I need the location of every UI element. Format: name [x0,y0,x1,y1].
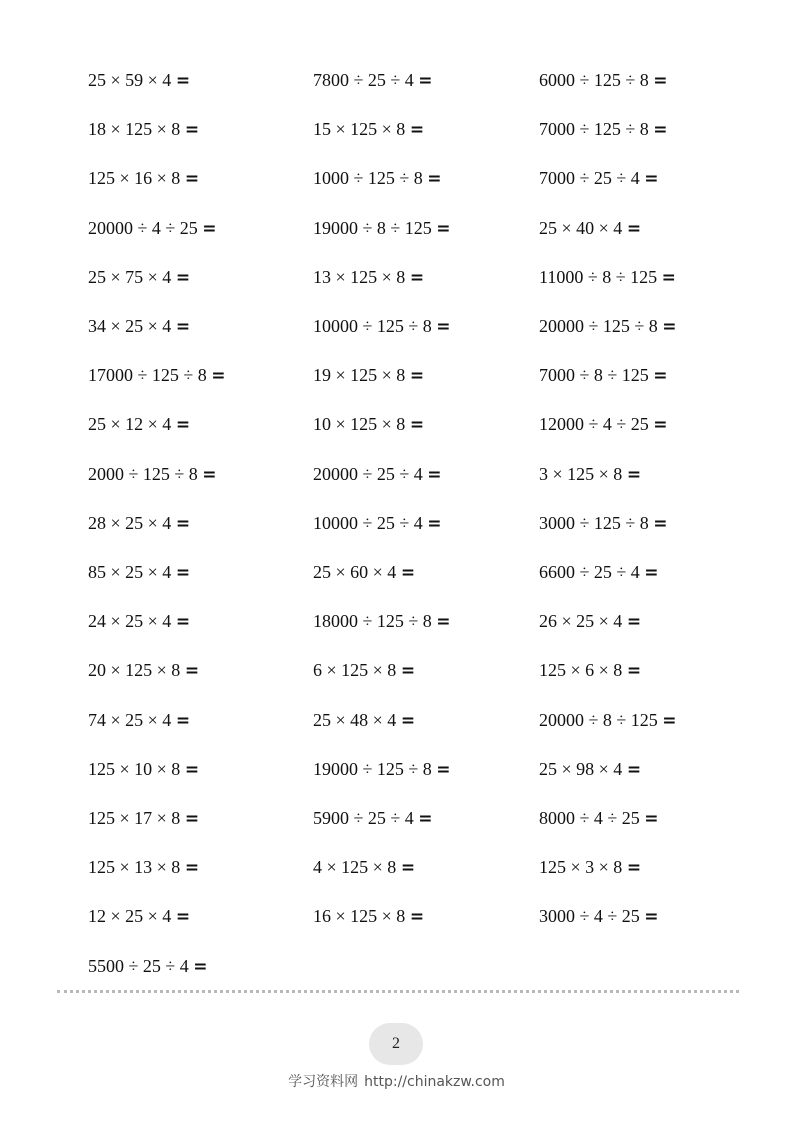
problem-expression: 125 × 17 × 8 [88,808,181,828]
equals-sign: = [175,612,191,633]
problem-expression: 8000 ÷ 4 ÷ 25 [539,808,640,828]
problem-expression: 125 × 3 × 8 [539,857,623,878]
problem-expression: 74 × 25 × 4 [88,709,172,730]
equals-sign: = [409,267,425,288]
math-problem [88,709,190,732]
equals-sign: = [427,513,442,534]
problem-expression: 19000 ÷ 125 ÷ 8 [313,758,432,779]
math-problem [88,413,190,436]
math-problem [539,610,641,633]
equals-sign: = [653,415,668,436]
problem-expression: 7000 ÷ 8 ÷ 125 [539,365,649,386]
equals-sign: = [175,415,191,436]
equals-sign: = [184,120,200,141]
equals-sign: = [400,858,416,879]
math-problem [313,856,415,879]
equals-sign: = [436,612,451,633]
equals-sign: = [184,661,200,682]
math-problem [88,512,190,535]
equals-sign: = [184,858,200,879]
equals-sign: = [175,71,191,91]
problem-expression: 125 × 16 × 8 [88,168,181,189]
math-problem [88,364,226,387]
math-problem [313,905,424,928]
math-problem [313,807,433,830]
problem-expression: 12000 ÷ 4 ÷ 25 [539,414,649,435]
problem-expression: 34 × 25 × 4 [88,316,172,336]
math-problem [313,463,442,486]
math-problem [539,217,641,240]
equals-sign: = [644,563,659,583]
footer-site-name: 学习资料网 [288,1074,359,1090]
problem-expression: 17000 ÷ 125 ÷ 8 [88,365,207,386]
equals-sign: = [400,661,416,682]
math-problem [313,659,415,682]
equals-sign: = [626,218,642,239]
problem-expression: 11000 ÷ 8 ÷ 125 [539,266,658,287]
math-problem [539,561,659,584]
math-problem [88,266,190,289]
problem-expression: 28 × 25 × 4 [88,512,172,533]
problem-expression: 7000 ÷ 125 ÷ 8 [539,119,649,140]
problem-expression: 4 × 125 × 8 [313,857,397,878]
equals-sign: = [400,710,416,731]
problem-expression: 20000 ÷ 4 ÷ 25 [88,217,198,238]
footer [0,1071,793,1091]
problem-expression: 20000 ÷ 125 ÷ 8 [539,316,658,336]
equals-sign: = [427,169,442,190]
math-problem [539,512,668,535]
problem-expression: 19 × 125 × 8 [313,365,406,386]
problem-expression: 15 × 125 × 8 [313,119,406,140]
problem-expression: 10000 ÷ 125 ÷ 8 [313,316,432,336]
math-problem [88,118,199,141]
problem-expression: 7000 ÷ 25 ÷ 4 [539,168,640,189]
equals-sign: = [175,710,191,731]
problem-expression: 3 × 125 × 8 [539,463,623,484]
problem-expression: 25 × 12 × 4 [88,414,172,435]
equals-sign: = [202,464,217,485]
equals-sign: = [175,267,191,288]
equals-sign: = [653,513,668,534]
equals-sign: = [626,858,642,879]
problem-expression: 125 × 13 × 8 [88,857,181,878]
equals-sign: = [653,366,668,387]
equals-sign: = [409,120,425,141]
math-problem [539,266,676,289]
problem-expression: 10 × 125 × 8 [313,414,406,435]
equals-sign: = [427,464,442,485]
problem-expression: 125 × 6 × 8 [539,660,623,681]
math-problem [313,315,451,338]
problem-expression: 20000 ÷ 25 ÷ 4 [313,463,423,484]
math-problem [88,659,199,682]
math-problem [313,758,451,781]
equals-sign: = [409,907,425,928]
page-number: 2 [392,1035,400,1052]
math-problem [313,118,424,141]
equals-sign: = [418,71,433,91]
problem-expression: 6600 ÷ 25 ÷ 4 [539,562,640,582]
equals-sign: = [400,563,416,583]
math-problem [313,167,442,190]
math-problem [88,905,190,928]
equals-sign: = [418,809,433,829]
equals-sign: = [436,218,451,239]
problem-expression: 25 × 48 × 4 [313,709,397,730]
problem-expression: 25 × 98 × 4 [539,758,623,779]
math-problem [313,413,424,436]
problem-expression: 12 × 25 × 4 [88,906,172,927]
math-problem [539,118,668,141]
equals-sign: = [662,710,677,731]
math-problem [539,807,659,830]
equals-sign: = [184,759,200,780]
math-problem [313,512,442,535]
equals-sign: = [436,317,451,337]
problem-expression: 5900 ÷ 25 ÷ 4 [313,808,414,828]
problem-expression: 85 × 25 × 4 [88,562,172,582]
math-problem [313,610,451,633]
equals-sign: = [644,169,659,190]
equals-sign: = [626,661,642,682]
math-problem [88,807,199,830]
equals-sign: = [662,317,677,337]
math-problem [88,217,217,240]
problem-expression: 20000 ÷ 8 ÷ 125 [539,709,658,730]
math-problem [539,167,659,190]
problem-expression: 2000 ÷ 125 ÷ 8 [88,463,198,484]
math-problem [539,659,641,682]
math-problem [88,315,190,338]
math-problem [539,364,668,387]
problem-expression: 10000 ÷ 25 ÷ 4 [313,512,423,533]
math-problem [539,905,659,928]
problem-expression: 5500 ÷ 25 ÷ 4 [88,955,189,976]
math-problem [539,709,677,732]
equals-sign: = [175,563,191,583]
equals-sign: = [193,956,208,977]
math-problem [313,709,415,732]
math-problem [88,561,190,584]
problem-expression: 20 × 125 × 8 [88,660,181,681]
equals-sign: = [175,513,191,534]
problem-expression: 24 × 25 × 4 [88,611,172,632]
equals-sign: = [626,612,642,633]
math-problem [313,69,433,92]
problem-expression: 25 × 75 × 4 [88,266,172,287]
problem-expression: 25 × 40 × 4 [539,217,623,238]
math-problem [313,217,451,240]
math-problem [539,856,641,879]
equals-sign: = [644,809,659,829]
equals-sign: = [202,218,217,239]
math-problem [539,315,677,338]
math-problem [88,463,217,486]
problem-expression: 25 × 59 × 4 [88,70,172,90]
math-problem [88,167,199,190]
footer-site-url: http://chinakzw.com [364,1074,505,1090]
problem-expression: 7800 ÷ 25 ÷ 4 [313,70,414,90]
equals-sign: = [211,366,226,387]
math-problem [88,955,208,978]
equals-sign: = [184,809,200,829]
equals-sign: = [626,464,642,485]
equals-sign: = [409,415,425,436]
equals-sign: = [175,907,191,928]
problem-expression: 3000 ÷ 4 ÷ 25 [539,906,640,927]
problem-expression: 18 × 125 × 8 [88,119,181,140]
equals-sign: = [661,267,676,288]
math-problem [539,463,641,486]
problem-expression: 1000 ÷ 125 ÷ 8 [313,168,423,189]
math-problem [539,758,641,781]
problem-expression: 3000 ÷ 125 ÷ 8 [539,512,649,533]
equals-sign: = [184,169,200,190]
problem-expression: 13 × 125 × 8 [313,266,406,287]
problem-expression: 25 × 60 × 4 [313,562,397,582]
math-problem [88,758,199,781]
dotted-divider [57,990,739,993]
problem-expression: 26 × 25 × 4 [539,611,623,632]
equals-sign: = [175,317,191,337]
equals-sign: = [653,120,668,141]
page-number-badge [369,1023,423,1065]
problem-expression: 18000 ÷ 125 ÷ 8 [313,611,432,632]
math-problem [313,364,424,387]
equals-sign: = [626,759,642,780]
problem-expression: 125 × 10 × 8 [88,758,181,779]
equals-sign: = [436,759,451,780]
math-problem [313,561,415,584]
problem-expression: 19000 ÷ 8 ÷ 125 [313,217,432,238]
math-problem [539,69,668,92]
equals-sign: = [644,907,659,928]
math-problem [88,69,190,92]
math-problem [539,413,668,436]
problem-expression: 6000 ÷ 125 ÷ 8 [539,70,649,90]
math-problem [88,610,190,633]
math-problem [313,266,424,289]
equals-sign: = [653,71,668,91]
problem-expression: 16 × 125 × 8 [313,906,406,927]
problem-expression: 6 × 125 × 8 [313,660,397,681]
math-problem [88,856,199,879]
equals-sign: = [409,366,425,387]
